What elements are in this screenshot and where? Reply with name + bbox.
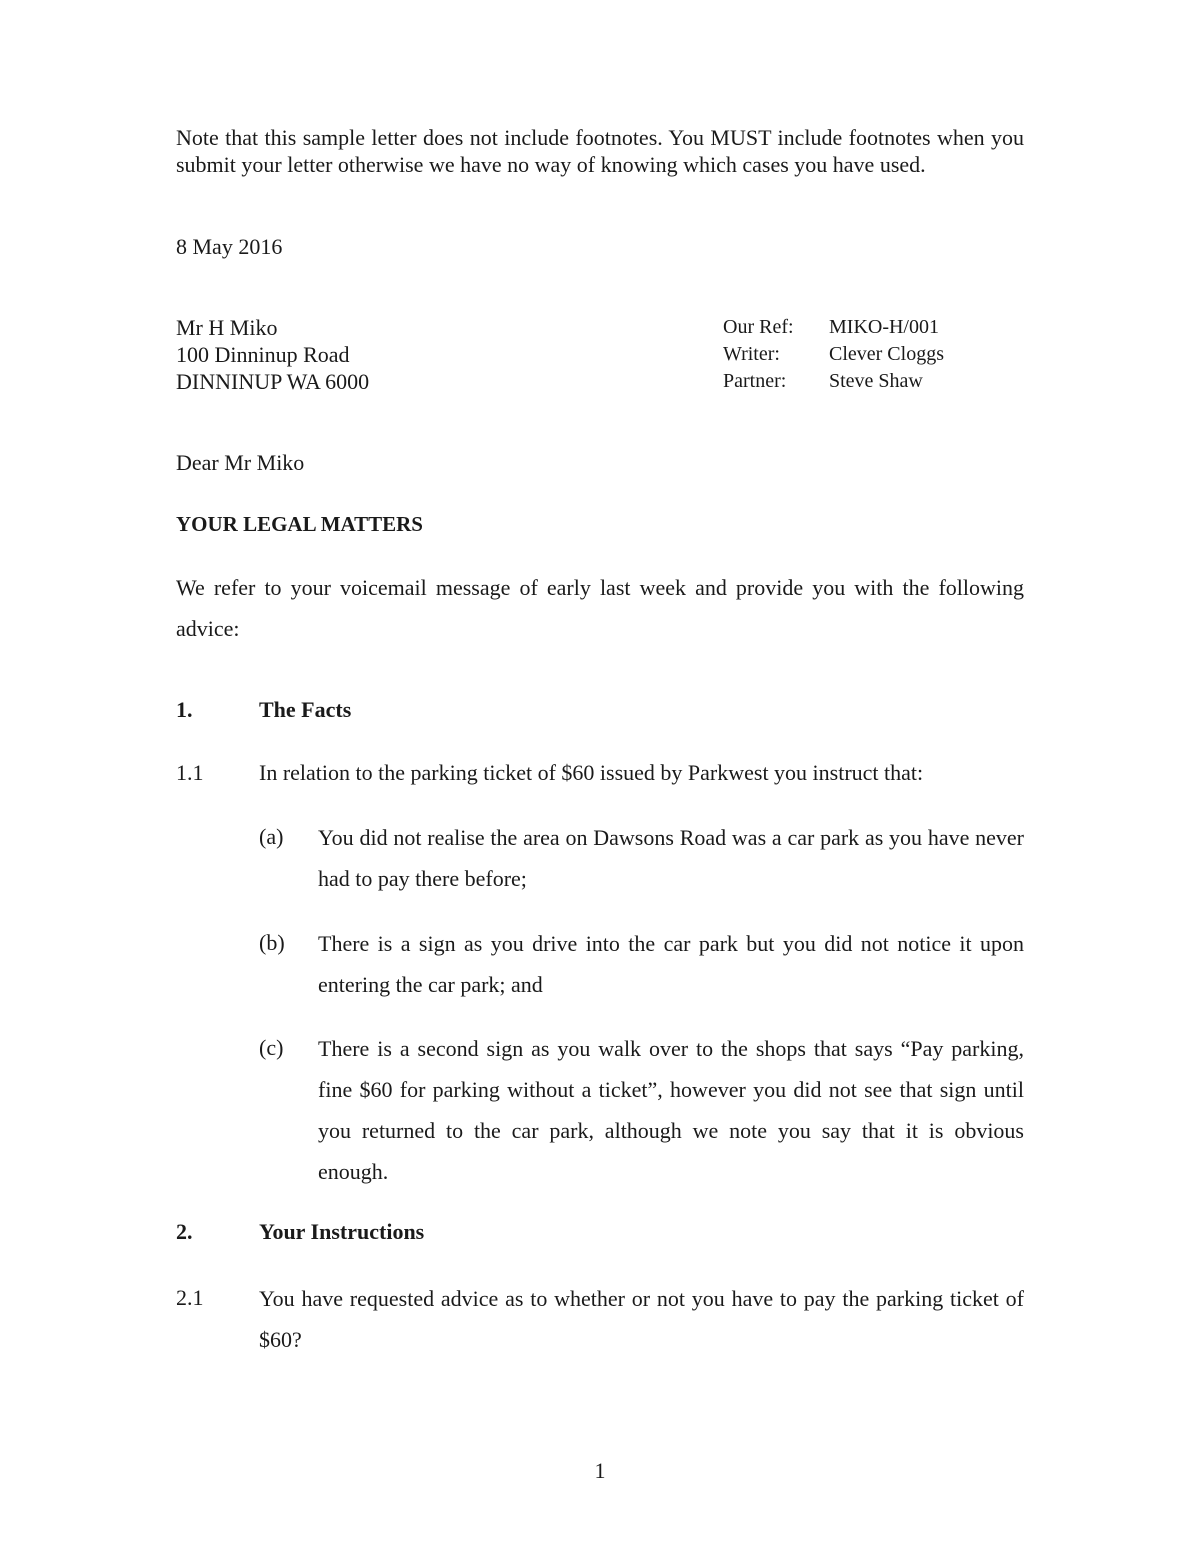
address-line-town: DINNINUP WA 6000: [176, 369, 370, 394]
letter-date: 8 May 2016: [176, 234, 283, 259]
ref-value: Steve Shaw: [829, 370, 923, 392]
item-text: You have requested advice as to whether or not you have to pay the parking ticket of $60?: [259, 1286, 1024, 1352]
recipient-address: [176, 314, 369, 395]
page-number: 1: [594, 1458, 606, 1483]
reference-block: [723, 314, 944, 395]
ref-label: Partner:: [723, 370, 787, 392]
address-line-street: 100 Dinninup Road: [176, 342, 350, 367]
item-number: 2.1: [176, 1285, 204, 1310]
ref-label: Our Ref:: [723, 316, 794, 338]
ref-value: MIKO-H/001: [829, 316, 939, 338]
section-number: 1.: [176, 697, 193, 722]
subitem-text: You did not realise the area on Dawsons Road was a car park as you have never had to pay there before;: [318, 825, 1024, 891]
subitem-label: (b): [259, 930, 285, 955]
item-number: 1.1: [176, 760, 204, 785]
subitem-text: There is a sign as you drive into the car park but you did not notice it upon entering the car park; and: [318, 931, 1024, 997]
section-title: The Facts: [259, 697, 352, 722]
ref-value: Clever Cloggs: [829, 343, 944, 365]
ref-row-partner: [723, 368, 944, 395]
subitem-label: (c): [259, 1035, 284, 1060]
section-title: Your Instructions: [259, 1219, 425, 1244]
subitem-label: (a): [259, 824, 284, 849]
item-text: In relation to the parking ticket of $60 issued by Parkwest you instruct that:: [259, 760, 924, 785]
subitem-text: There is a second sign as you walk over to the shops that says “Pay parking, fine $60 for parking without a ticket”, however you did not see that sign until you returned to the car park, although we note you say that it is obvious enough.: [318, 1036, 1024, 1184]
subject-heading: YOUR LEGAL MATTERS: [176, 512, 423, 536]
section-number: 2.: [176, 1219, 193, 1244]
ref-label: Writer:: [723, 343, 780, 365]
intro-paragraph: We refer to your voicemail message of early last week and provide you with the following advice:: [176, 575, 1024, 641]
address-line-name: Mr H Miko: [176, 315, 278, 340]
ref-row-writer: [723, 341, 944, 368]
salutation: Dear Mr Miko: [176, 450, 305, 475]
ref-row-our-ref: [723, 314, 944, 341]
footnote-reminder: Note that this sample letter does not include footnotes. You MUST include footnotes when you submit your letter otherwise we have no way of knowing which cases you have used.: [176, 125, 1024, 177]
